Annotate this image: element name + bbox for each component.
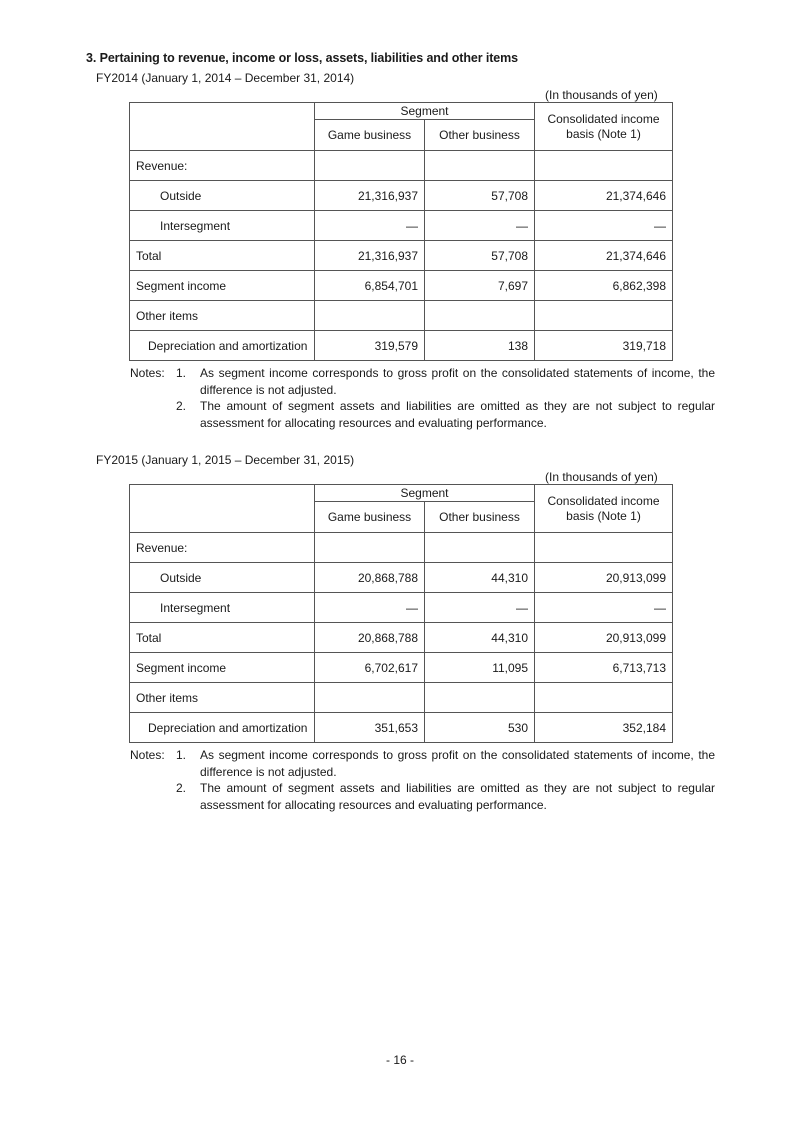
row-label-outside: Outside <box>130 563 315 593</box>
row-label-depreciation: Depreciation and amortization <box>130 713 315 743</box>
cell-value: 11,095 <box>425 653 535 683</box>
cell-value: 319,579 <box>315 331 425 361</box>
cell-value: — <box>315 211 425 241</box>
notes-label: Notes: <box>130 366 165 380</box>
cell-value: 138 <box>425 331 535 361</box>
cell-value: 21,374,646 <box>535 181 673 211</box>
header-blank <box>130 485 315 533</box>
header-game-business: Game business <box>315 502 425 533</box>
note-text: The amount of segment assets and liabilities are omitted as they are not subject to regular assessment for allocating resources and evaluating performance. <box>200 781 715 812</box>
row-label-segment-income: Segment income <box>130 653 315 683</box>
header-other-business: Other business <box>425 120 535 151</box>
row-label-revenue: Revenue: <box>130 533 315 563</box>
note-text: As segment income corresponds to gross profit on the consolidated statements of income, the difference is not adjusted. <box>200 366 715 397</box>
header-consolidated: Consolidated income basis (Note 1) <box>535 485 673 533</box>
row-label-total: Total <box>130 241 315 271</box>
note-number: 2. <box>176 399 187 413</box>
row-label-other-items: Other items <box>130 301 315 331</box>
row-label-depreciation: Depreciation and amortization <box>130 331 315 361</box>
cell-value: 20,913,099 <box>535 563 673 593</box>
row-label-revenue: Revenue: <box>130 151 315 181</box>
cell-value: 530 <box>425 713 535 743</box>
note-number: 1. <box>176 748 187 762</box>
cell-value: 20,868,788 <box>315 563 425 593</box>
cell-value: 44,310 <box>425 623 535 653</box>
cell-value: 7,697 <box>425 271 535 301</box>
fy2015-period: FY2015 (January 1, 2015 – December 31, 2015) <box>96 453 355 467</box>
row-label-intersegment: Intersegment <box>130 593 315 623</box>
cell-value: 57,708 <box>425 181 535 211</box>
cell-value: 21,374,646 <box>535 241 673 271</box>
notes-label: Notes: <box>130 748 165 762</box>
row-label-segment-income: Segment income <box>130 271 315 301</box>
header-other-business: Other business <box>425 502 535 533</box>
note-number: 1. <box>176 366 187 380</box>
cell-value: 319,718 <box>535 331 673 361</box>
row-label-other-items: Other items <box>130 683 315 713</box>
cell-value: — <box>425 211 535 241</box>
cell-value: 44,310 <box>425 563 535 593</box>
fy2015-segment-table <box>129 484 673 743</box>
fy2015-notes <box>130 747 715 813</box>
note-number: 2. <box>176 781 187 795</box>
fy2014-segment-table <box>129 102 673 361</box>
cell-value: 6,854,701 <box>315 271 425 301</box>
header-blank <box>130 103 315 151</box>
cell-value: — <box>535 593 673 623</box>
fy2014-unit-note: (In thousands of yen) <box>545 88 658 102</box>
fy2014-notes <box>130 365 715 431</box>
cell-value: 6,702,617 <box>315 653 425 683</box>
cell-value: 352,184 <box>535 713 673 743</box>
row-label-outside: Outside <box>130 181 315 211</box>
row-label-intersegment: Intersegment <box>130 211 315 241</box>
note-text: As segment income corresponds to gross profit on the consolidated statements of income, the difference is not adjusted. <box>200 748 715 779</box>
header-segment: Segment <box>315 103 535 120</box>
header-segment: Segment <box>315 485 535 502</box>
page-number: - 16 - <box>385 1053 414 1067</box>
header-consolidated: Consolidated income basis (Note 1) <box>535 103 673 151</box>
cell-value: 351,653 <box>315 713 425 743</box>
section-heading: 3. Pertaining to revenue, income or loss, assets, liabilities and other items <box>86 51 519 65</box>
fy2015-unit-note: (In thousands of yen) <box>545 470 658 484</box>
cell-value: 20,868,788 <box>315 623 425 653</box>
cell-value: — <box>425 593 535 623</box>
header-game-business: Game business <box>315 120 425 151</box>
cell-value: 21,316,937 <box>315 241 425 271</box>
cell-value: — <box>315 593 425 623</box>
cell-value: 6,713,713 <box>535 653 673 683</box>
cell-value: 20,913,099 <box>535 623 673 653</box>
cell-value: — <box>535 211 673 241</box>
cell-value: 21,316,937 <box>315 181 425 211</box>
fy2014-period: FY2014 (January 1, 2014 – December 31, 2014) <box>96 71 355 85</box>
row-label-total: Total <box>130 623 315 653</box>
cell-value: 6,862,398 <box>535 271 673 301</box>
cell-value: 57,708 <box>425 241 535 271</box>
note-text: The amount of segment assets and liabilities are omitted as they are not subject to regular assessment for allocating resources and evaluating performance. <box>200 399 715 430</box>
